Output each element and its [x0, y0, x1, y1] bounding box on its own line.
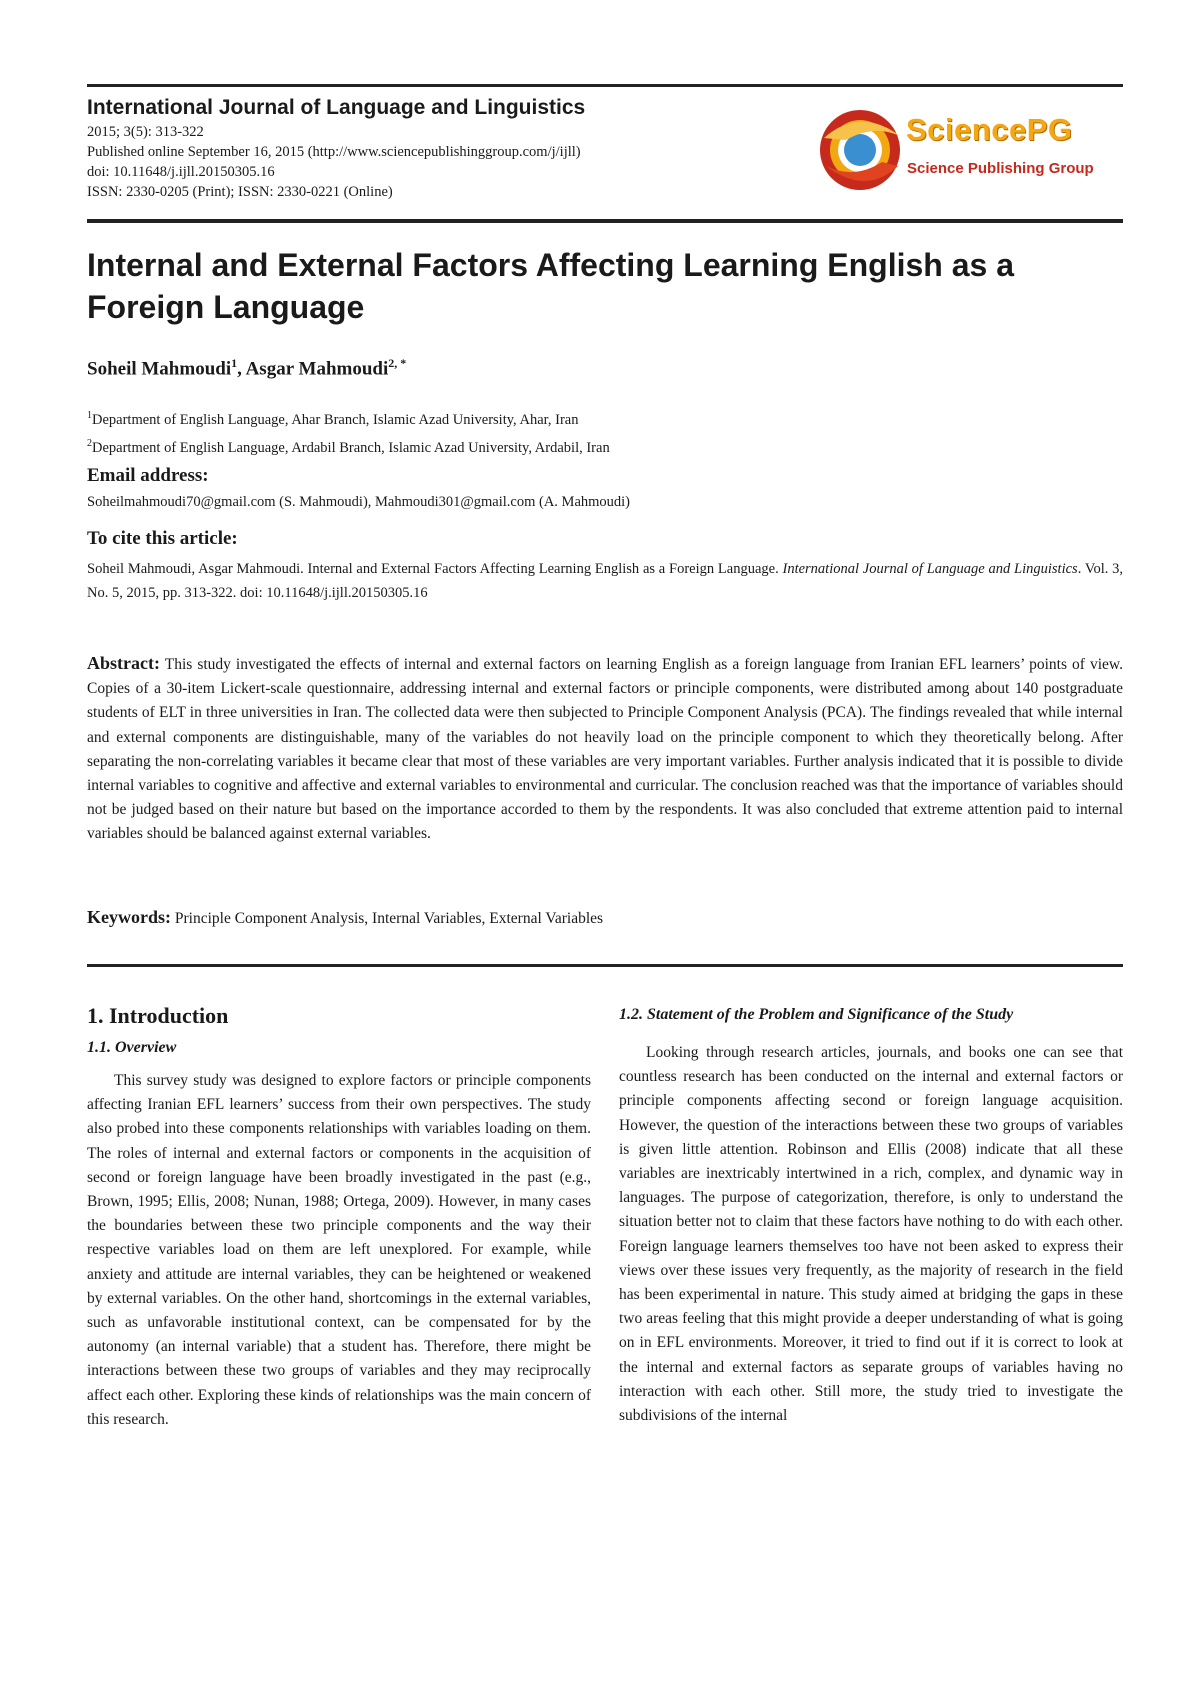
- affiliation-line: [87, 432, 610, 460]
- affiliations: [87, 404, 610, 460]
- article-title: Internal and External Factors Affecting Learning English as a Foreign Language: [87, 247, 1015, 325]
- citation: [87, 557, 1123, 605]
- sciencepg-swirl-icon: [814, 100, 914, 200]
- author-list: [87, 356, 406, 380]
- abstract: [87, 651, 1123, 847]
- paragraph: Looking through research articles, journals, and books one can see that countless research has been conducted on the internal and external factors or principle components affecting second or foreign language acquisition. However, the question of the interactions between these two groups of variables is given little attention. Robinson and Ellis (2008) indicate that all these variables are inextricably intertwined in a rich, complex, and dynamic way in languages. The purpose of categorization, therefore, is only to understand the situation better not to claim that these factors have nothing to do with each other. Foreign language learners themselves too have not been asked to express their views over these issues very frequently, as the majority of research in the field has been experimental in nature. This study aimed at bridging the gaps in these two areas feeling that this might provide a deeper understanding of what is going on in EFL environments. Moreover, it tried to find out if it is correct to look at the internal and external factors as separate groups of variables having no interaction with each other. Still more, the study tried to investigate the subdivisions of the internal: [619, 1044, 1123, 1425]
- keywords-label: Keywords:: [87, 907, 171, 927]
- author-separator: ,: [237, 358, 246, 380]
- author-name: Soheil Mahmoudi: [87, 358, 232, 380]
- email-heading: Email address:: [87, 465, 209, 486]
- paper-page: [87, 0, 1123, 1698]
- header-bottom-rule: [87, 219, 1123, 223]
- right-column: [619, 1003, 1123, 1428]
- paragraph: This survey study was designed to explore factors or principle components affecting Iranian EFL learners’ success from their own perspectives. The study also probed into these components relationships with variables loading on them. The roles of internal and external factors or components in the acquisition of second or foreign language have been broadly investigated in the past (e.g., Brown, 1995; Ellis, 2008; Nunan, 1988; Ortega, 2009). However, in many cases the boundaries between these two principle components and the way their respective variables load on them are left unexplored. For example, while anxiety and attitude are internal variables, they can be heightened or weakened by external variables. On the other hand, shortcomings in the external variables, such as unfavorable institutional context, can be compensated for by the autonomy (an internal variable) that a student has. Therefore, there might be interactions between these two groups of variables and they may reciprocally affect each other. Exploring these kinds of relationships was the main concern of this research.: [87, 1072, 591, 1428]
- section-heading: 1. Introduction: [87, 1003, 229, 1028]
- journal-name: International Journal of Language and Linguistics: [87, 96, 586, 119]
- affiliation-sup: 1: [87, 410, 92, 421]
- logo-wordmark: SciencePG: [906, 112, 1073, 147]
- meta-doi: doi: 10.11648/j.ijll.20150305.16: [87, 164, 275, 180]
- subsection-heading: 1.2. Statement of the Problem and Significance of the Study: [619, 1006, 1014, 1023]
- abstract-bottom-rule: [87, 964, 1123, 967]
- keywords: [87, 907, 603, 928]
- journal-meta: [87, 122, 581, 202]
- top-rule: [87, 84, 1123, 87]
- affiliation-text: Department of English Language, Ahar Branch, Islamic Azad University, Ahar, Iran: [92, 411, 579, 428]
- citation-journal: International Journal of Language and Linguistics: [782, 561, 1078, 577]
- cite-heading: To cite this article:: [87, 528, 238, 549]
- logo-subtitle: Science Publishing Group: [907, 160, 1094, 177]
- author-name: Asgar Mahmoudi: [245, 358, 389, 380]
- sciencepg-logo: [814, 100, 1114, 200]
- abstract-label: Abstract:: [87, 653, 160, 673]
- citation-volume: . Vol. 3, No. 5, 2015, pp. 313-322. doi: 10.11648/j.ijll.20150305.16: [87, 561, 1124, 601]
- abstract-text: This study investigated the effects of internal and external factors on learning English as a foreign language from Iranian EFL learners’ points of view. Copies of a 30-item Lickert-scale questionnaire, addressing internal and external factors or principle components, were distributed among about 140 postgraduate students of ELT in three universities in Iran. The collected data were then subjected to Principle Component Analysis (PCA). The findings revealed that while internal and external components are distinguishable, many of the variables do not heavily load on the principle component to which they theoretically belong. After separating the non-correlating variables it became clear that most of these variables are very important variables. Further analysis indicated that it is possible to divide internal variables to cognitive and affective and external variables to environmental and curricular. The conclusion reached was that the importance of variables should not be judged based on their nature but based on the importance accorded to them by the respondents. It was also concluded that extreme attention paid to internal variables should be balanced against external variables.: [87, 656, 1123, 843]
- affiliation-sup: 2: [87, 437, 92, 449]
- keywords-text: Principle Component Analysis, Internal Variables, External Variables: [174, 910, 604, 927]
- meta-issn: ISSN: 2330-0205 (Print); ISSN: 2330-0221 (Online): [87, 184, 393, 200]
- affiliation-line: [87, 404, 610, 432]
- meta-issue: 2015; 3(5): 313-322: [87, 124, 204, 140]
- email-addresses: Soheilmahmoudi70@gmail.com (S. Mahmoudi), Mahmoudi301@gmail.com (A. Mahmoudi): [87, 494, 631, 510]
- author-sup: 1: [231, 356, 238, 370]
- affiliation-text: Department of English Language, Ardabil Branch, Islamic Azad University, Ardabil, Iran: [92, 439, 610, 456]
- subsection-heading: 1.1. Overview: [87, 1039, 177, 1056]
- left-column: [87, 1003, 591, 1432]
- author-sup: 2, *: [388, 356, 407, 370]
- meta-published: Published online September 16, 2015 (http://www.sciencepublishinggroup.com/j/ijll): [87, 144, 581, 160]
- citation-authors-title: Soheil Mahmoudi, Asgar Mahmoudi. Internal and External Factors Affecting Learning English as a Foreign Language.: [87, 561, 779, 577]
